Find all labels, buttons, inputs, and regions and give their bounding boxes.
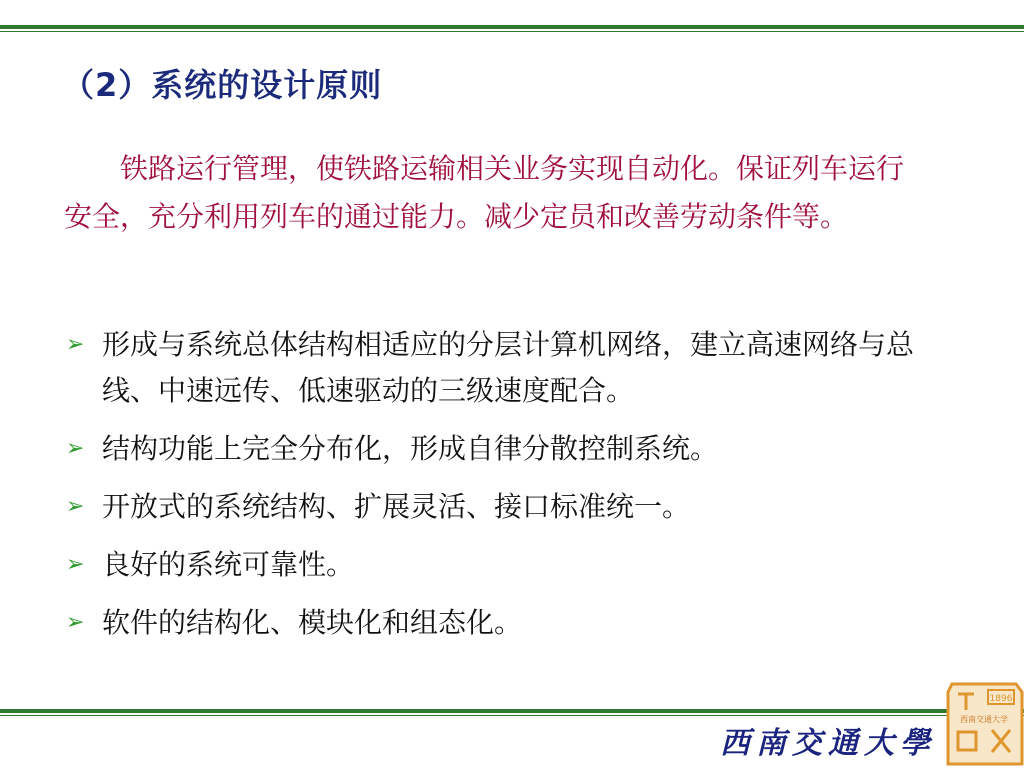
bottom-rule-thin (0, 715, 1024, 716)
bullet-text: 良好的系统可靠性。 (102, 548, 355, 581)
bullet-arrow-icon: ➢ (66, 436, 85, 461)
bullet-list (64, 322, 944, 658)
bullet-item (64, 322, 944, 414)
bullet-item (64, 484, 944, 530)
bullet-text: 形成与系统总体结构相适应的分层计算机网络，建立高速网络与总线、中速远传、低速驱动的三级速度配合。 (102, 328, 915, 407)
bullet-text: 开放式的系统结构、扩展灵活、接口标准统一。 (102, 490, 691, 523)
bullet-arrow-icon: ➢ (66, 332, 85, 357)
bullet-arrow-icon: ➢ (66, 494, 85, 519)
slide-title: （2）系统的设计原则 (62, 66, 383, 104)
intro-paragraph: 铁路运行管理，使铁路运输相关业务实现自动化。保证列车运行安全，充分利用列车的通过能力。减少定员和改善劳动条件等。 (64, 152, 905, 233)
bullet-item (64, 426, 944, 472)
university-signature: 西南交通大學 (720, 726, 936, 761)
top-rule-thin (0, 31, 1024, 32)
bullet-arrow-icon: ➢ (66, 610, 85, 635)
bullet-text: 软件的结构化、模块化和组态化。 (102, 606, 523, 639)
university-logo-icon (944, 680, 1024, 768)
logo-year: 1896 (989, 694, 1013, 704)
top-rule-thick (0, 25, 1024, 29)
logo-name: 西南交通大学 (960, 715, 1008, 724)
bottom-rule-thick (0, 709, 1024, 713)
bullet-arrow-icon: ➢ (66, 552, 85, 577)
bullet-item (64, 542, 944, 588)
bullet-text: 结构功能上完全分布化，形成自律分散控制系统。 (102, 432, 719, 465)
bullet-item (64, 600, 944, 646)
